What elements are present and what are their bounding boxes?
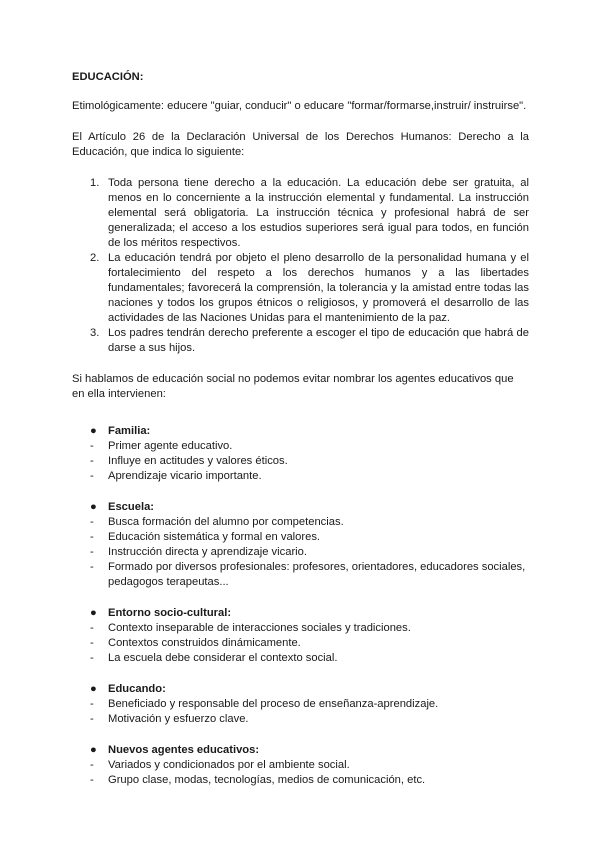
list-item-text: Influye en actitudes y valores éticos. [108, 455, 288, 467]
article-number: 1. [90, 177, 100, 189]
section-heading-text: Familia: [108, 425, 151, 437]
dash-icon: - [90, 622, 94, 634]
list-item [72, 712, 529, 727]
list-item [72, 515, 529, 530]
list-item-text: Primer agente educativo. [108, 440, 233, 452]
dash-icon: - [90, 561, 94, 573]
article-item [72, 326, 529, 356]
section-heading [72, 500, 529, 515]
article-text: Toda persona tiene derecho a la educación. La educación debe ser gratuita, al menos en lo concerniente a la instrucción elemental y fundamental. La instrucción elemental será obligatoria. La instrucción técnica y profesional habrá de ser generalizada; el acceso a los estudios superiores será igual para todos, en función de los méritos respectivos. [108, 177, 529, 249]
section-escuela [72, 500, 529, 590]
dash-icon: - [90, 713, 94, 725]
list-item-text: Contexto inseparable de interacciones sociales y tradiciones. [108, 622, 411, 634]
etymology-paragraph: Etimológicamente: educere "guiar, conducir" o educare "formar/formarse,instruir/ instruirse". [72, 100, 527, 112]
list-item [72, 758, 529, 773]
dash-icon: - [90, 546, 94, 558]
list-item-text: La escuela debe considerar el contexto social. [108, 652, 338, 664]
dash-icon: - [90, 455, 94, 467]
list-item-text: Grupo clase, modas, tecnologías, medios de comunicación, etc. [108, 774, 426, 786]
list-item [72, 439, 529, 454]
dash-icon: - [90, 774, 94, 786]
list-item [72, 545, 529, 560]
list-item [72, 621, 529, 636]
dash-icon: - [90, 759, 94, 771]
list-item-text: Aprendizaje vicario importante. [108, 470, 262, 482]
list-item [72, 773, 529, 788]
intro-paragraph: El Artículo 26 de la Declaración Universal de los Derechos Humanos: Derecho a la Educación, que indica lo siguiente: [72, 131, 529, 158]
list-item [72, 454, 529, 469]
document-body [72, 70, 529, 788]
list-item [72, 560, 529, 590]
section-familia [72, 424, 529, 484]
list-item [72, 469, 529, 484]
dash-icon: - [90, 516, 94, 528]
section-heading-text: Escuela: [108, 501, 155, 513]
articles-list [72, 176, 529, 356]
list-item-text: Motivación y esfuerzo clave. [108, 713, 249, 725]
section-heading-text: Nuevos agentes educativos: [108, 744, 260, 756]
article-text: Los padres tendrán derecho preferente a escoger el tipo de educación que habrá de darse a sus hijos. [108, 327, 529, 354]
agents-intro-paragraph: Si hablamos de educación social no podemos evitar nombrar los agentes educativos que en ella intervienen: [72, 373, 514, 400]
dash-icon: - [90, 637, 94, 649]
article-item [72, 176, 529, 251]
bullet-icon: ● [90, 683, 97, 695]
section-heading [72, 606, 529, 621]
list-item [72, 651, 529, 666]
page-title: EDUCACIÓN: [72, 71, 144, 83]
dash-icon: - [90, 531, 94, 543]
bullet-icon: ● [90, 425, 97, 437]
list-item-text: Instrucción directa y aprendizaje vicario. [108, 546, 307, 558]
section-heading [72, 682, 529, 697]
section-heading-text: Educando: [108, 683, 166, 695]
bullet-icon: ● [90, 501, 97, 513]
list-item [72, 636, 529, 651]
list-item-text: Educación sistemática y formal en valores. [108, 531, 321, 543]
section-heading [72, 424, 529, 439]
section-heading [72, 743, 529, 758]
article-number: 3. [90, 327, 100, 339]
list-item [72, 697, 529, 712]
article-item [72, 251, 529, 326]
dash-icon: - [90, 698, 94, 710]
bullet-icon: ● [90, 744, 97, 756]
dash-icon: - [90, 440, 94, 452]
dash-icon: - [90, 652, 94, 664]
bullet-icon: ● [90, 607, 97, 619]
list-item [72, 530, 529, 545]
section-entorno [72, 606, 529, 666]
list-item-text: Contextos construidos dinámicamente. [108, 637, 301, 649]
article-text: La educación tendrá por objeto el pleno desarrollo de la personalidad humana y el fortalecimiento del respeto a los derechos humanos y a las libertades fundamentales; favorecerá la comprensión, la tolerancia y la amistad entre todas las naciones y todos los grupos étnicos o religiosos, y promoverá el desarrollo de las actividades de las Naciones Unidas para el mantenimiento de la paz. [108, 252, 529, 324]
section-heading-text: Entorno socio-cultural: [108, 607, 232, 619]
list-item-text: Busca formación del alumno por competencias. [108, 516, 344, 528]
section-educando [72, 682, 529, 727]
dash-icon: - [90, 470, 94, 482]
article-number: 2. [90, 252, 100, 264]
list-item-text: Beneficiado y responsable del proceso de enseñanza-aprendizaje. [108, 698, 439, 710]
section-nuevos-agentes [72, 743, 529, 788]
list-item-text: Variados y condicionados por el ambiente social. [108, 759, 350, 771]
list-item-text: Formado por diversos profesionales: profesores, orientadores, educadores sociales, pedagogos terapeutas... [108, 561, 526, 588]
